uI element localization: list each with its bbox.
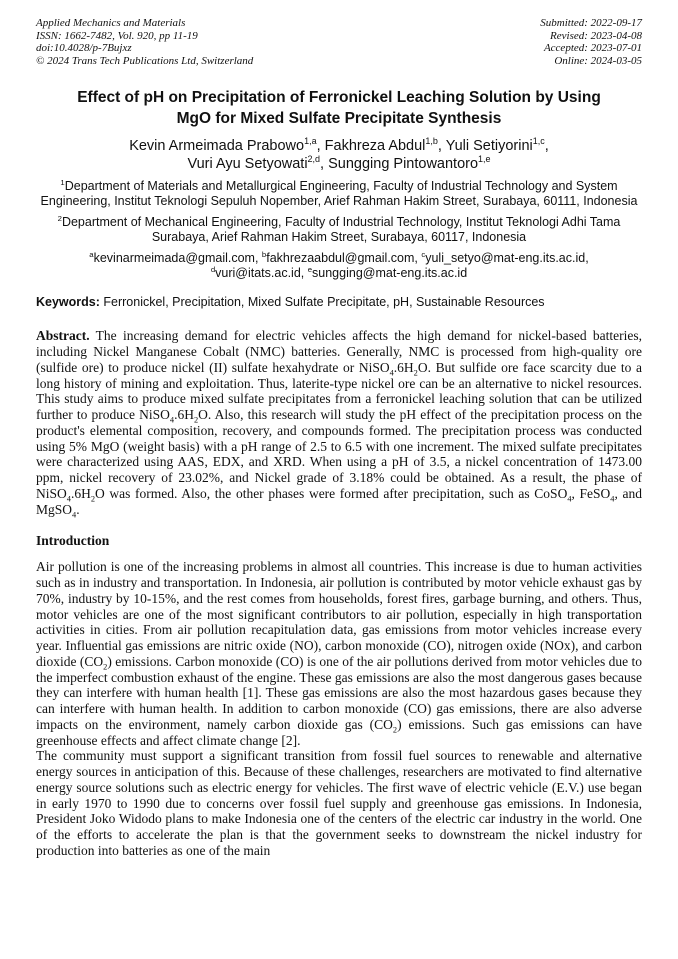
abstract-paragraph: Abstract. The increasing demand for electric vehicles affects the high demand for nickel-based batteries, including Nickel Manganese Cobalt (NMC) batteries. Generally, NMC is processed from high-quality ore (sulfide ore) to produce nickel (II) sulfate hexahydrate or $NiSO_4.6H_2O$. But sulfide ore face scarcity due to a long history of mining and exploitation. Thus, laterite-type nickel ore can be an alternative to nickel resources. This study aims to produce mixed sulfate precipitates from a ferronickel leaching solution that can be utilized further to produce $NiSO_4.6H_2O$. Also, this research will study the pH effect of the precipitation process on the product's elemental composition, recovery, and compounds formed. The precipitation process was conducted using 5% MgO (weight basis) with a pH range of 2.5 to 6.5 with one increment. The mixed sulfate precipitates were characterized using AAS, EDX, and XRD. When using a pH of 3.5, a nickel concentration of 1473.00 ppm, nickel recovery of 23.02%, and Nickel grade of 3.18% could be obtained. As a result, the phase of $NiSO_4.6H_2O$ was formed. Also, the other phases were formed after precipitation, such as CoSO$_4$, FeSO$_4$, and MgSO$_4$. xyxy=(36,328,642,520)
submission-dates xyxy=(540,17,642,67)
journal-info xyxy=(36,17,253,67)
submitted-date-line: Submitted: 2022-09-17 xyxy=(540,17,642,29)
intro-paragraph-1: Air pollution is one of the increasing problems in almost all countries. This increase is due to human activities such as in industry and transportation. In Indonesia, air pollution is contributed by motor vehicle exhaust gas by 70%, industry by 10-15%, and the rest comes from households, forest fires, garbage burning, and others. Thus, motor vehicles are one of the most significant contributors to air pollution, especially in high transportation activities in cities. From air pollution recapitulation data, gas emissions from motor vehicles increase every year. Influential gas emissions are nitric oxide (NO), carbon monoxide (CO), nitrogen oxide (NOx), and carbon dioxide $(CO_2)$ emissions. Carbon monoxide (CO) is one of the air pollutions derived from motor vehicles due to the imperfect combustion exhaust of the engine. These gas emissions are also the most dangerous gases because they can interfere with human health [1]. These gas emissions are also the most hazardous gases because they can interfere with human health. In addition to carbon monoxide (CO) gas emissions, there are also adverse impacts on the environment, namely carbon dioxide gas $(CO_2)$ emissions. Such gas emissions can have greenhouse effects and affect climate change [2]. xyxy=(36,559,643,748)
online-date-line: Online: 2024-03-05 xyxy=(554,54,642,67)
paper-title: Effect of pH on Precipitation of Ferronickel Leaching Solution by Using MgO for Mixed Sulfate Precipitate Synthesis xyxy=(77,89,601,128)
affiliation-1: $^1$Department of Materials and Metallurgical Engineering, Faculty of Industrial Technology and System Engineering, Institut Teknologi Sepuluh Nopember, Arief Rahman Hakim Street, Surabaya, 60111, Indonesia xyxy=(40,178,638,209)
journal-doi-line: doi:10.4028/p-7Bujxz xyxy=(36,42,132,55)
journal-header xyxy=(36,17,642,67)
affiliation-2: $^2$Department of Mechanical Engineering, Faculty of Industrial Technology, Institut Teknologi Adhi Tama Surabaya, Arief Rahman Hakim Street, Surabaya, 60117, Indonesia xyxy=(57,214,621,245)
journal-copyright-line: © 2024 Trans Tech Publications Ltd, Switzerland xyxy=(36,54,254,67)
author-emails: $^a$kevinarmeimada@gmail.com, $^b$fakhrezaabdul@gmail.com, $^c$yuli_setyo@mat-eng.its.ac.id, $^d$vuri@itats.ac.id, $^e$sungging@mat-eng.its.ac.id xyxy=(89,250,589,281)
authors-line: Kevin Armeimada Prabowo$^{1,a}$, Fakhreza Abdul$^{1,b}$, Yuli Setiyorini$^{1,c}$, Vuri Ayu Setyowati$^{2,d}$, Sungging Pintowantoro$^{1,e}$ xyxy=(129,136,549,173)
revised-date-line: Revised: 2023-04-08 xyxy=(550,29,642,42)
section-heading-introduction: Introduction xyxy=(36,533,110,549)
intro-paragraph-2: The community must support a significant transition from fossil fuel sources to renewable and alternative energy sources in anticipation of this. Because of these challenges, researchers are motivated to find alternative energy source solutions such as electric energy for vehicles. The first wave of electric vehicle (E.V.) use began in early 1970 to 1990 due to concerns over fossil fuel supply and greenhouse gas emissions. In Indonesia, President Joko Widodo plans to make Indonesia one of the centers of the electric car industry in the world. One of the efforts to accelerate the plan is that the government seeks to downstream the nickel industry for production into batteries as one of the main xyxy=(36,748,642,858)
keywords-line: Keywords: Ferronickel, Precipitation, Mixed Sulfate Precipitate, pH, Sustainable Resources xyxy=(36,295,545,310)
journal-title-line: Applied Mechanics and Materials xyxy=(36,17,186,29)
journal-issn-line: ISSN: 1662-7482, Vol. 920, pp 11-19 xyxy=(36,29,198,42)
accepted-date-line: Accepted: 2023-07-01 xyxy=(543,42,642,55)
